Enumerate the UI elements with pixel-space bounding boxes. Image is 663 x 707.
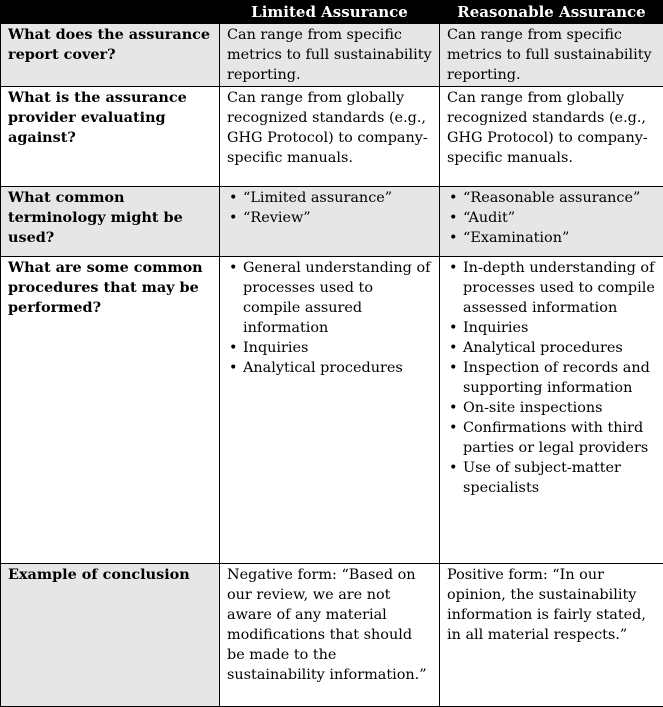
reasonable-cell: Can range from globally recognized standards (e.g., GHG Protocol) to company-specific manuals. [440,87,663,187]
limited-procedures-list [227,258,433,378]
reasonable-cell [440,187,663,257]
reasonable-terminology-list [447,188,657,248]
question-cell: Example of conclusion [1,564,220,707]
list-item: • “Reasonable assurance” [463,188,657,208]
list-item: • Inquiries [463,318,657,338]
list-item: • “Examination” [463,228,657,248]
limited-cell: Can range from globally recognized standards (e.g., GHG Protocol) to company-specific manuals. [220,87,440,187]
list-item: • On-site inspections [463,398,657,418]
question-cell: What does the assurance report cover? [1,24,220,87]
list-item: • General understanding of processes used to compile assured information [243,258,433,338]
list-item: • Inquiries [243,338,433,358]
limited-cell: Negative form: “Based on our review, we are not aware of any material modifications that should be made to the sustainability information.” [220,564,440,707]
header-reasonable-assurance: Reasonable Assurance [440,1,663,24]
list-item: • “Limited assurance” [243,188,433,208]
list-item: • “Review” [243,208,433,228]
question-cell: What common terminology might be used? [1,187,220,257]
reasonable-procedures-list [447,258,657,498]
reasonable-cell: Positive form: “In our opinion, the sustainability information is fairly stated, in all material respects.” [440,564,663,707]
list-item: • Analytical procedures [463,338,657,358]
row-terminology [1,187,663,257]
list-item: • Analytical procedures [243,358,433,378]
row-report-coverage [1,24,663,87]
limited-terminology-list [227,188,433,228]
row-evaluation-criteria [1,87,663,187]
limited-cell: Can range from specific metrics to full sustainability reporting. [220,24,440,87]
question-cell: What is the assurance provider evaluating against? [1,87,220,187]
row-example-conclusion [1,564,663,707]
header-blank-cell [1,1,220,24]
header-row [1,1,663,24]
list-item: • Inspection of records and supporting information [463,358,657,398]
list-item: • Confirmations with third parties or legal providers [463,418,657,458]
limited-cell [220,257,440,564]
list-item: • “Audit” [463,208,657,228]
header-limited-assurance: Limited Assurance [220,1,440,24]
question-cell: What are some common procedures that may be performed? [1,257,220,564]
list-item: • In-depth understanding of processes used to compile assessed information [463,258,657,318]
limited-cell [220,187,440,257]
reasonable-cell [440,257,663,564]
row-procedures [1,257,663,564]
list-item: • Use of subject-matter specialists [463,458,657,498]
reasonable-cell: Can range from specific metrics to full sustainability reporting. [440,24,663,87]
